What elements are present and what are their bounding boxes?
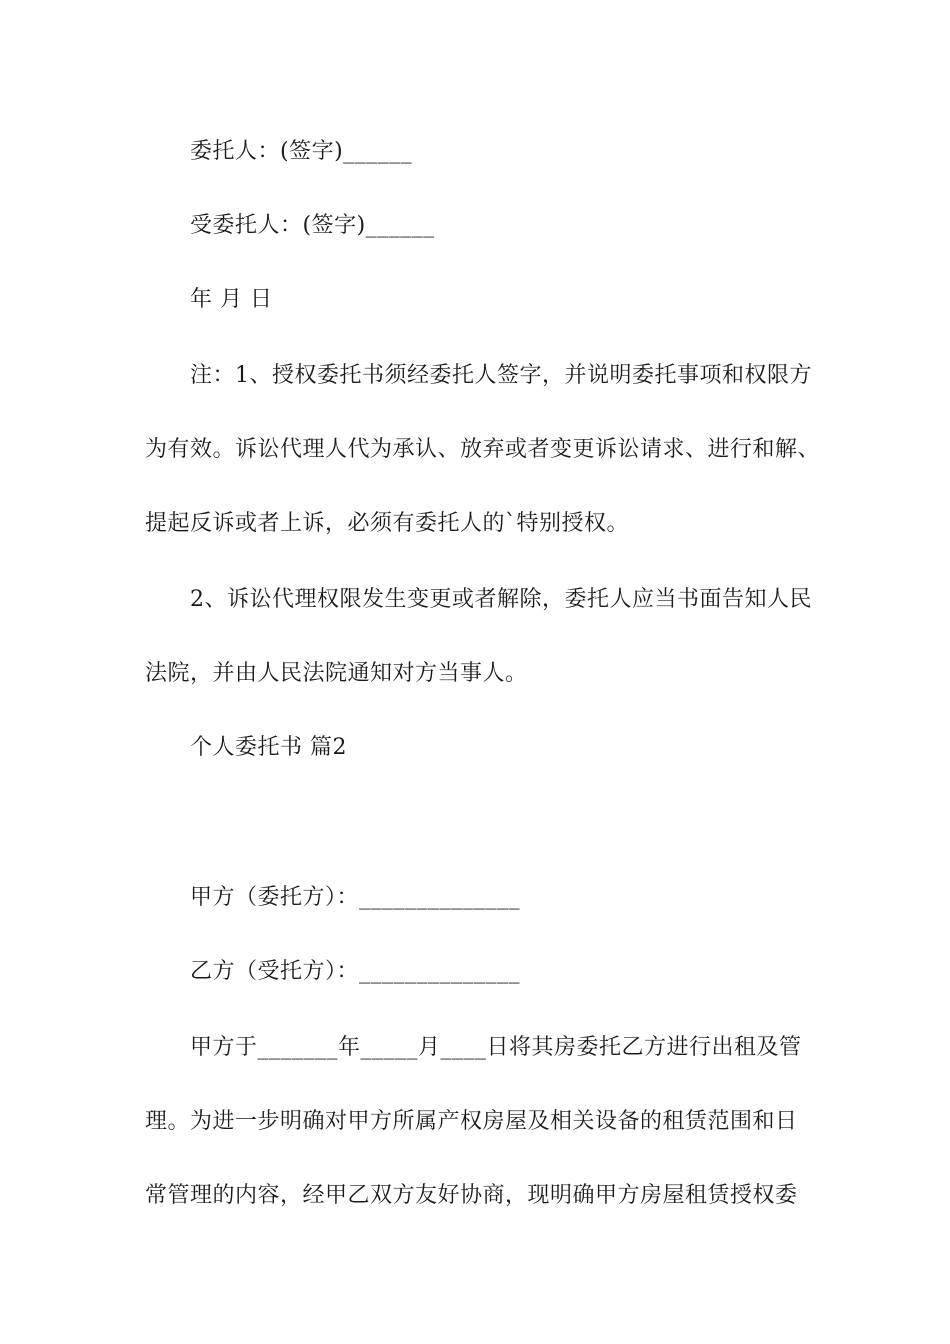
- note-2-paragraph-line-2: 法院，并由人民法院通知对方当事人。: [145, 661, 528, 686]
- agent-signature-line: 受委托人：(签字)______: [190, 213, 435, 238]
- note-paragraph-line-1: 注：1、授权委托书须经委托人签字，并说明委托事项和权限方: [190, 363, 812, 388]
- date-line: 年 月 日: [190, 287, 273, 312]
- party-a-line: 甲方（委托方）：______________: [190, 885, 521, 910]
- note-paragraph-line-3: 提起反诉或者上诉，必须有委托人的`特别授权。: [145, 511, 630, 536]
- note-2-paragraph-line-1: 2、诉讼代理权限发生变更或者解除，委托人应当书面告知人民: [190, 587, 812, 612]
- principal-signature-line: 委托人：(签字)______: [190, 139, 413, 164]
- body-paragraph-line-3: 常管理的内容，经甲乙双方友好协商，现明确甲方房屋租赁授权委: [145, 1183, 798, 1208]
- body-paragraph-line-1: 甲方于_______年_____月____日将其房委托乙方进行出租及管: [190, 1035, 802, 1060]
- note-paragraph-line-2: 为有效。诉讼代理人代为承认、放弃或者变更诉讼请求、进行和解、: [145, 437, 821, 462]
- body-paragraph-line-2: 理。为进一步明确对甲方所属产权房屋及相关设备的租赁范围和日: [145, 1109, 798, 1134]
- party-b-line: 乙方（受托方）：______________: [190, 959, 521, 984]
- section-heading: 个人委托书 篇2: [190, 735, 347, 760]
